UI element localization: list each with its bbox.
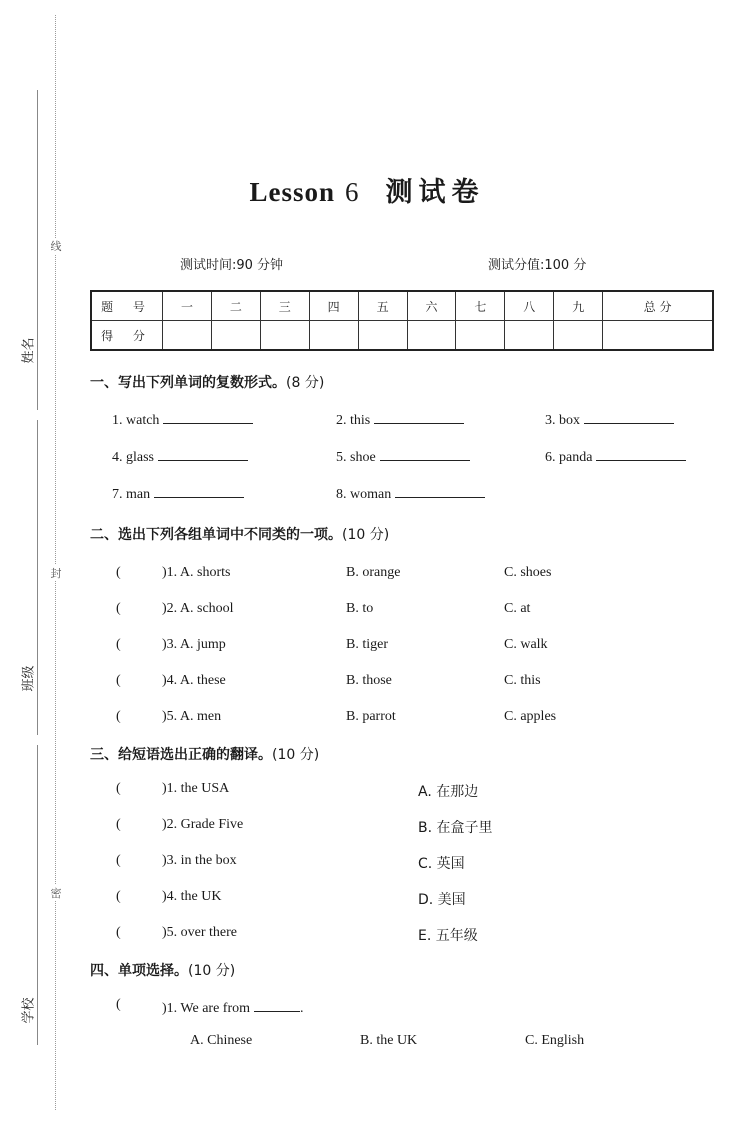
- answer-blank[interactable]: [154, 483, 244, 498]
- seal-mark-bottom: 密: [50, 887, 62, 900]
- score-cell[interactable]: [309, 321, 358, 351]
- section-1-points: (8 分): [286, 375, 325, 391]
- choice-b: B. the UK: [360, 1033, 418, 1048]
- score-cell[interactable]: [505, 321, 554, 351]
- section-2-heading: [90, 524, 389, 544]
- score-cell[interactable]: [456, 321, 505, 351]
- section-2-title: 二、选出下列各组单词中不同类的一项。: [90, 527, 342, 543]
- section-1-title: 一、写出下列单词的复数形式。: [90, 375, 286, 391]
- test-score: 测试分值:100 分: [488, 258, 587, 273]
- phrase-item: )4. the UK: [162, 889, 222, 904]
- test-time: 测试时间:90 分钟: [180, 258, 284, 273]
- col-8: 八: [505, 291, 554, 321]
- plural-item-7: 7. man: [112, 483, 244, 503]
- answer-blank[interactable]: [158, 446, 248, 461]
- section-3-title: 三、给短语选出正确的翻译。: [90, 747, 272, 763]
- phrase-item: )3. in the box: [162, 853, 237, 868]
- score-table-score-row: [91, 321, 713, 351]
- question-stem: )1. We are from .: [162, 997, 304, 1017]
- col-1: 一: [163, 291, 212, 321]
- score-table-header-row: [91, 291, 713, 321]
- answer-paren[interactable]: (: [116, 817, 121, 832]
- answer-blank[interactable]: [596, 446, 686, 461]
- odd-one-option-c: C. at: [504, 601, 531, 616]
- col-3: 三: [260, 291, 309, 321]
- col-6: 六: [407, 291, 456, 321]
- answer-blank[interactable]: [380, 446, 470, 461]
- answer-paren[interactable]: (: [116, 565, 121, 580]
- answer-blank[interactable]: [254, 997, 300, 1012]
- col-5: 五: [358, 291, 407, 321]
- plural-item-1: 1. watch: [112, 409, 253, 429]
- answer-blank[interactable]: [163, 409, 253, 424]
- section-4-title: 四、单项选择。: [90, 963, 188, 979]
- odd-one-option-b: B. parrot: [346, 709, 396, 724]
- odd-one-option-c: C. apples: [504, 709, 557, 724]
- score-cell[interactable]: [163, 321, 212, 351]
- translation-option: C. 英国: [418, 856, 465, 872]
- odd-one-option-b: B. those: [346, 673, 392, 688]
- choice-a: A. Chinese: [190, 1033, 253, 1048]
- score-cell[interactable]: [358, 321, 407, 351]
- answer-blank[interactable]: [584, 409, 674, 424]
- name-line: [37, 90, 38, 410]
- col-9: 九: [554, 291, 603, 321]
- title-lesson: Lesson: [249, 177, 336, 207]
- section-4-points: (10 分): [188, 963, 236, 979]
- odd-one-option-c: C. walk: [504, 637, 548, 652]
- seal-mark-top: 线: [50, 240, 62, 253]
- answer-paren[interactable]: (: [116, 997, 121, 1012]
- answer-blank[interactable]: [395, 483, 485, 498]
- answer-paren[interactable]: (: [116, 889, 121, 904]
- section-1-heading: [90, 372, 324, 392]
- plural-item-4: 4. glass: [112, 446, 248, 466]
- col-7: 七: [456, 291, 505, 321]
- answer-paren[interactable]: (: [116, 637, 121, 652]
- col-4: 四: [309, 291, 358, 321]
- section-3-heading: [90, 744, 319, 764]
- section-3-points: (10 分): [272, 747, 320, 763]
- answer-paren[interactable]: (: [116, 781, 121, 796]
- translation-option: E. 五年级: [418, 928, 478, 944]
- score-cell[interactable]: [603, 321, 713, 351]
- plural-item-6: 6. panda: [545, 446, 686, 466]
- odd-one-option-a: )4. A. these: [162, 673, 226, 688]
- score-cell[interactable]: [554, 321, 603, 351]
- name-label: 姓名: [18, 340, 37, 364]
- translation-option: D. 美国: [418, 892, 466, 908]
- seal-mark-middle: 封: [50, 567, 62, 580]
- score-table: [90, 290, 714, 351]
- phrase-item: )5. over there: [162, 925, 238, 940]
- class-label: 班级: [18, 668, 37, 692]
- col-total: 总 分: [603, 291, 713, 321]
- row-label-score: 得 分: [91, 321, 163, 351]
- score-cell[interactable]: [211, 321, 260, 351]
- school-line: [37, 745, 38, 1045]
- answer-paren[interactable]: (: [116, 925, 121, 940]
- title-chinese: 测试卷: [385, 177, 485, 208]
- title-number: 6: [345, 177, 360, 207]
- phrase-item: )2. Grade Five: [162, 817, 244, 832]
- score-cell[interactable]: [260, 321, 309, 351]
- plural-item-2: 2. this: [336, 409, 464, 429]
- odd-one-option-c: C. this: [504, 673, 541, 688]
- odd-one-option-a: )5. A. men: [162, 709, 222, 724]
- answer-paren[interactable]: (: [116, 673, 121, 688]
- translation-option: B. 在盒子里: [418, 820, 493, 836]
- plural-item-3: 3. box: [545, 409, 674, 429]
- answer-blank[interactable]: [374, 409, 464, 424]
- choice-c: C. English: [525, 1033, 585, 1048]
- odd-one-option-b: B. tiger: [346, 637, 388, 652]
- section-2-points: (10 分): [342, 527, 390, 543]
- school-label: 学校: [18, 1000, 37, 1024]
- odd-one-option-a: )3. A. jump: [162, 637, 226, 652]
- plural-item-5: 5. shoe: [336, 446, 470, 466]
- page-title: [0, 170, 734, 209]
- translation-option: A. 在那边: [418, 784, 479, 800]
- plural-item-8: 8. woman: [336, 483, 485, 503]
- odd-one-option-a: )1. A. shorts: [162, 565, 231, 580]
- score-cell[interactable]: [407, 321, 456, 351]
- section-4-heading: [90, 960, 235, 980]
- odd-one-option-a: )2. A. school: [162, 601, 234, 616]
- odd-one-option-b: B. to: [346, 601, 374, 616]
- class-line: [37, 420, 38, 735]
- answer-paren[interactable]: (: [116, 709, 121, 724]
- answer-paren[interactable]: (: [116, 601, 121, 616]
- col-2: 二: [211, 291, 260, 321]
- odd-one-option-c: C. shoes: [504, 565, 552, 580]
- odd-one-option-b: B. orange: [346, 565, 401, 580]
- answer-paren[interactable]: (: [116, 853, 121, 868]
- phrase-item: )1. the USA: [162, 781, 230, 796]
- row-label-number: 题 号: [91, 291, 163, 321]
